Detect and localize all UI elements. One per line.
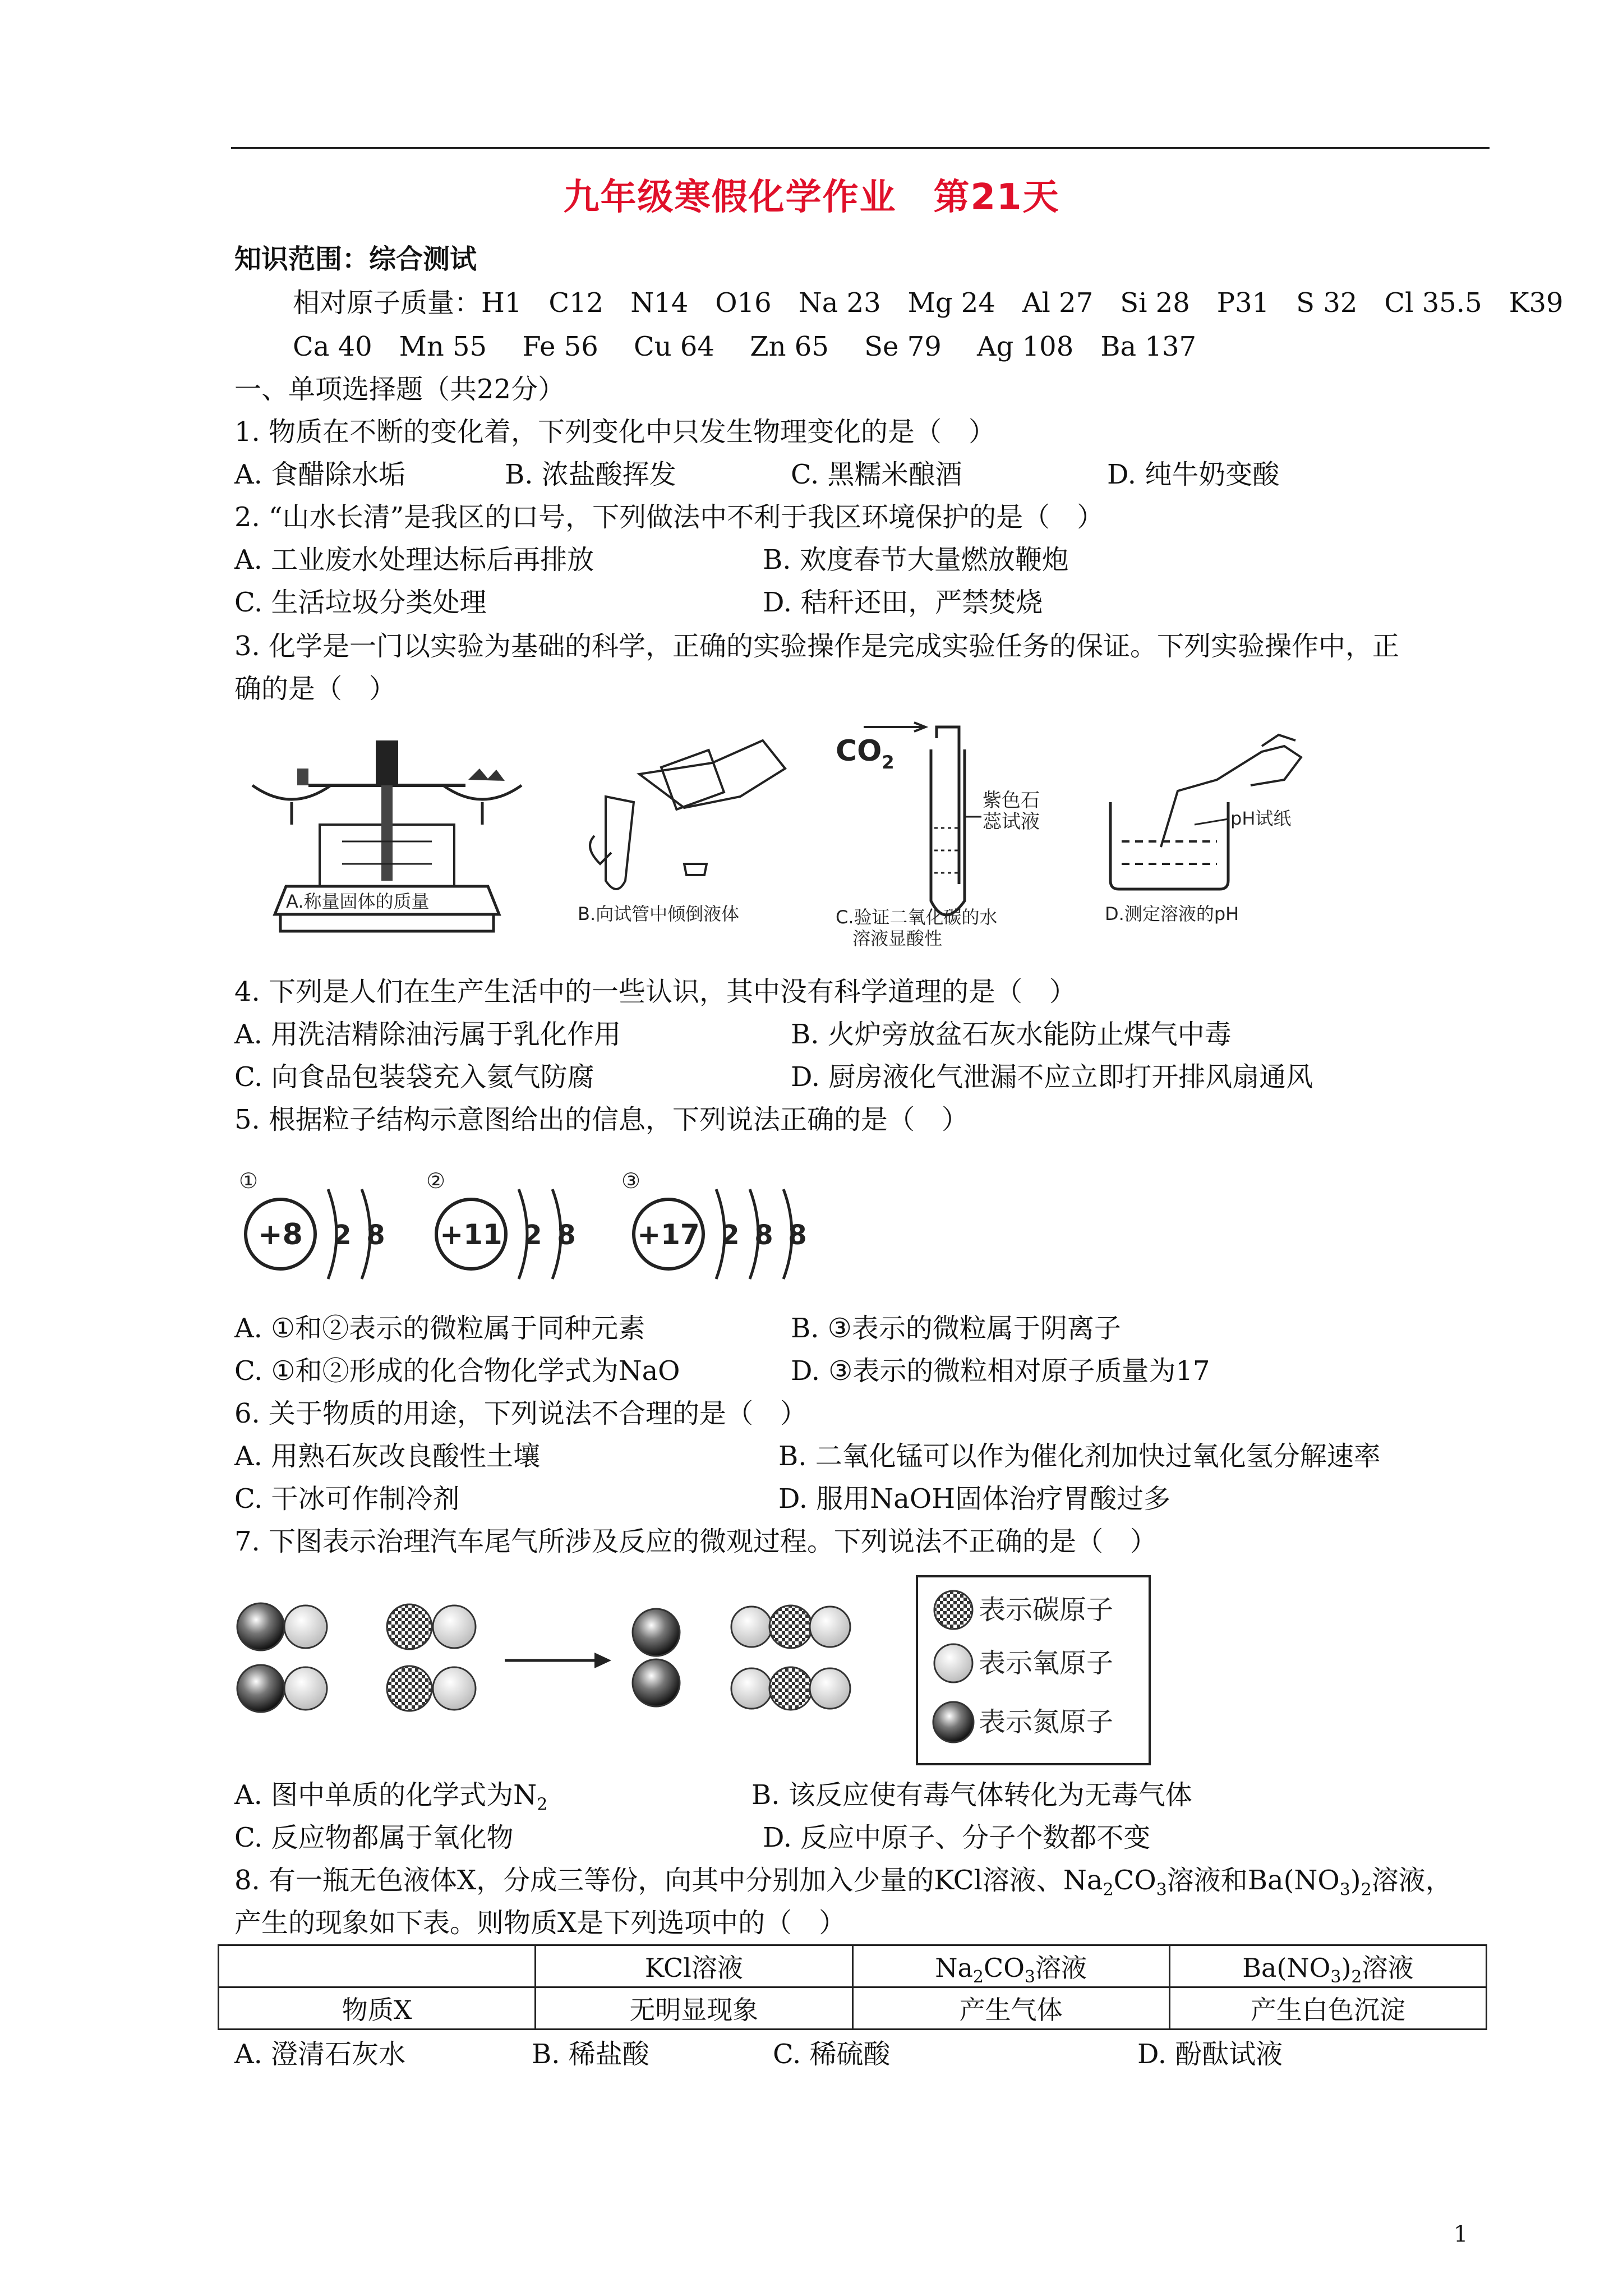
q7-option-c: C. 反应物都属于氧化物: [234, 1822, 514, 1853]
q5-option-a: A. ①和②表示的微粒属于同种元素: [234, 1313, 645, 1344]
q8-option-b: B. 稀盐酸: [532, 2039, 649, 2070]
table-cell: 产生白色沉淀: [1169, 1987, 1486, 2030]
table-cell-empty: [219, 1945, 536, 1987]
q1-option-d: D. 纯牛奶变酸: [1107, 459, 1280, 490]
svg-text:8: 8: [788, 1220, 807, 1251]
figure-reaction: [230, 1571, 1155, 1773]
q5-option-d: D. ③表示的微粒相对原子质量为17: [791, 1355, 1210, 1387]
q4-option-d: D. 厨房液化气泄漏不应立即打开排风扇通风: [791, 1061, 1313, 1093]
figure-balance: [241, 729, 533, 942]
page-title: 九年级寒假化学作业 第21天: [563, 177, 1060, 218]
q4-option-c: C. 向食品包装袋充入氦气防腐: [234, 1061, 594, 1093]
legend-oxygen: 表示氧原子: [979, 1648, 1114, 1679]
q2-option-d: D. 秸秆还田，严禁焚烧: [763, 587, 1043, 618]
q8-option-c: C. 稀硫酸: [773, 2039, 891, 2070]
atom-2-number: ②: [426, 1168, 446, 1193]
svg-text:2: 2: [333, 1220, 352, 1251]
svg-text:8: 8: [754, 1220, 773, 1251]
caption-b: B.向试管中倾倒液体: [578, 903, 740, 924]
q2-stem: 2. “山水长清”是我区的口号，下列做法中不利于我区环境保护的是（ ）: [234, 501, 1104, 533]
table-header-kcl: KCl溶液: [536, 1945, 852, 1987]
q6-option-d: D. 服用NaOH固体治疗胃酸过多: [778, 1483, 1171, 1515]
q7-stem: 7. 下图表示治理汽车尾气所涉及反应的微观过程。下列说法不正确的是（ ）: [234, 1526, 1158, 1557]
figure-atom-structures: [236, 1167, 841, 1290]
atomic-masses-line1: 相对原子质量：H1 C12 N14 O16 Na 23 Mg 24 Al 27 Si 28 P31 S 32 Cl 35.5 K39: [293, 287, 1564, 319]
atom-3-number: ③: [621, 1168, 641, 1193]
q8-stem-line1: 8. 有一瓶无色液体X，分成三等份，向其中分别加入少量的KCl溶液、$Na_2CO_3$溶液和$Ba(NO_3)_2$溶液，: [234, 1865, 1453, 1900]
top-rule: [231, 147, 1490, 149]
table-row-label: 物质X: [219, 1987, 536, 2030]
q6-option-b: B. 二氧化锰可以作为催化剂加快过氧化氢分解速率: [778, 1441, 1381, 1472]
legend-nitrogen: 表示氮原子: [979, 1706, 1114, 1738]
q4-stem: 4. 下列是人们在生产生活中的一些认识，其中没有科学道理的是（ ）: [234, 976, 1077, 1007]
scope-label: 知识范围：综合测试: [234, 243, 477, 275]
q2-option-b: B. 欢度春节大量燃放鞭炮: [763, 544, 1069, 576]
svg-text:2: 2: [523, 1220, 542, 1251]
table-cell: 无明显现象: [536, 1987, 852, 2030]
section-heading: 一、单项选择题（共22分）: [234, 374, 565, 405]
table-cell: 产生气体: [852, 1987, 1169, 2030]
q4-option-b: B. 火炉旁放盆石灰水能防止煤气中毒: [791, 1019, 1232, 1050]
caption-a: A.称量固体的质量: [286, 891, 430, 912]
page-number: 1: [1454, 2221, 1468, 2247]
q3-stem-line1: 3. 化学是一门以实验为基础的科学，正确的实验操作是完成实验任务的保证。下列实验操作中，正: [234, 631, 1400, 662]
legend-carbon: 表示碳原子: [979, 1594, 1114, 1626]
svg-text:+17: +17: [637, 1218, 700, 1251]
q8-table: [218, 1944, 1487, 2030]
q7-option-d: D. 反应中原子、分子个数都不变: [763, 1822, 1151, 1853]
q6-option-a: A. 用熟石灰改良酸性土壤: [234, 1441, 541, 1472]
q8-stem-line2: 产生的现象如下表。则物质X是下列选项中的（ ）: [234, 1907, 846, 1939]
q6-stem: 6. 关于物质的用途，下列说法不合理的是（ ）: [234, 1398, 808, 1429]
q1-stem: 1. 物质在不断的变化着，下列变化中只发生物理变化的是（ ）: [234, 416, 996, 448]
table-row: [219, 1987, 1487, 2030]
svg-text:8: 8: [557, 1220, 576, 1251]
q2-option-c: C. 生活垃圾分类处理: [234, 587, 487, 618]
q5-option-b: B. ③表示的微粒属于阴离子: [791, 1313, 1121, 1344]
q8-option-a: A. 澄清石灰水: [234, 2039, 406, 2070]
figure-pouring: [572, 729, 808, 942]
svg-text:紫色石: 紫色石: [983, 789, 1040, 812]
caption-c-line2: 溶液显酸性: [852, 928, 943, 949]
caption-d: D.测定溶液的pH: [1105, 903, 1239, 924]
table-header-na2co3: $Na_2CO_3$溶液: [852, 1945, 1169, 1987]
q1-option-b: B. 浓盐酸挥发: [505, 459, 676, 490]
q3-stem-line2: 确的是（ ）: [234, 673, 396, 705]
svg-text:CO2: $CO_2$: [836, 734, 895, 773]
svg-text:蕊试液: 蕊试液: [983, 811, 1040, 833]
q1-option-c: C. 黑糯米酿酒: [791, 459, 962, 490]
q7-option-a: A. 图中单质的化学式为$N_2$: [234, 1779, 548, 1815]
svg-text:+11: +11: [440, 1218, 502, 1251]
q1-option-a: A. 食醋除水垢: [234, 459, 406, 490]
figure-ph-test: [1094, 729, 1329, 942]
svg-text:2: 2: [721, 1220, 740, 1251]
figure-co2-test-tube: [830, 716, 1088, 951]
q5-stem: 5. 根据粒子结构示意图给出的信息，下列说法正确的是（ ）: [234, 1104, 969, 1135]
svg-text:8: 8: [366, 1220, 385, 1251]
atom-1-number: ①: [239, 1168, 259, 1193]
svg-text:pH试纸: pH试纸: [1230, 808, 1292, 829]
q6-option-c: C. 干冰可作制冷剂: [234, 1483, 460, 1515]
q5-option-c: C. ①和②形成的化合物化学式为NaO: [234, 1355, 680, 1387]
table-row: [219, 1945, 1487, 1987]
caption-c-line1: C.验证二氧化碳的水: [836, 907, 998, 928]
svg-text:+8: +8: [258, 1218, 303, 1251]
table-header-bano3: $Ba(NO_3)_2$溶液: [1169, 1945, 1486, 1987]
atomic-masses-line2: Ca 40 Mn 55 Fe 56 Cu 64 Zn 65 Se 79 Ag 108 Ba 137: [293, 331, 1197, 362]
q4-option-a: A. 用洗洁精除油污属于乳化作用: [234, 1019, 621, 1050]
q2-option-a: A. 工业废水处理达标后再排放: [234, 544, 594, 576]
q8-option-d: D. 酚酞试液: [1137, 2039, 1283, 2070]
q7-option-b: B. 该反应使有毒气体转化为无毒气体: [751, 1779, 1192, 1811]
